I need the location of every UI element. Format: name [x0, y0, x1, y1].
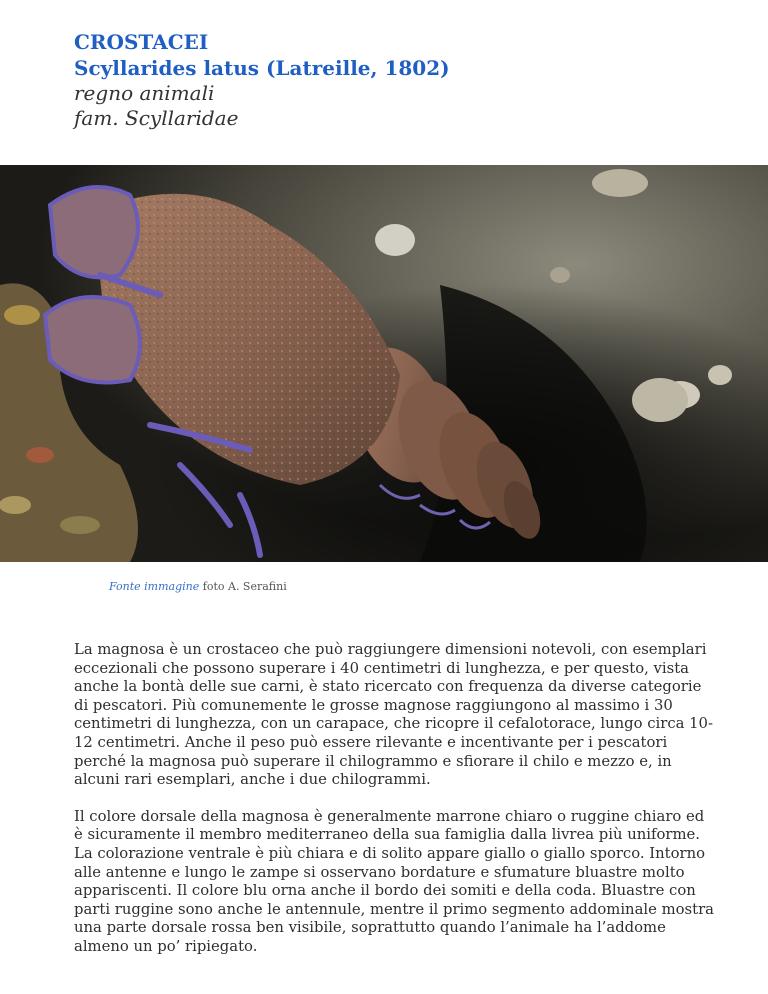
family-line: fam. Scyllaridae: [74, 106, 239, 130]
photo-illustration: [0, 165, 768, 562]
slipper-lobster-photo: [0, 165, 768, 562]
image-credit: foto A. Serafini: [202, 580, 287, 593]
kingdom-line: regno animali: [74, 81, 215, 105]
paragraph-color: Il colore dorsale della magnosa è generalmente marrone chiaro o ruggine chiaro ed è sicuramente il membro mediterraneo della sua famiglia dalla livrea più uniforme. La colorazione ventrale è più chiara e di solito appare giallo o giallo sporco. Intorno alle antenne e lungo le zampe si osservano bordature e sfumature bluastre molto appariscenti. Il colore blu orna anche il bordo dei somiti e della coda. Bluastre con parti ruggine sono anche le antennule, mentre il primo segmento addominale mostra una parte dorsale rossa ben visibile, soprattutto quando l’animale ha l’addome almeno un po’ ripiegato.: [74, 807, 714, 955]
species-name: Scyllarides latus: [74, 56, 260, 80]
document-header: [74, 30, 714, 131]
image-caption: [109, 580, 287, 593]
paragraph-size: La magnosa è un crostaceo che può raggiungere dimensioni notevoli, con esemplari eccezionali che possono superare i 40 centimetri di lunghezza, e per questo, vista anche la bontà delle sue carni, è stato ricercato con frequenza da diverse categorie di pescatori. Più comunemente le grosse magnose raggiungono al massimo i 30 centimetri di lunghezza, con un carapace, che ricopre il cefalotorace, lungo circa 10-12 centimetri. Anche il peso può essere rilevante e incentivante per i pescatori perché la magnosa può superare il chilogrammo e sfiorare il chilo e mezzo e, in alcuni rari esemplari, anche i due chilogrammi.: [74, 641, 713, 789]
species-heading: [74, 55, 714, 81]
category-heading: CROSTACEI: [74, 30, 209, 54]
image-source-label: Fonte immagine: [109, 580, 200, 593]
article-body: [74, 641, 714, 975]
species-author: (Latreille, 1802): [266, 56, 450, 80]
